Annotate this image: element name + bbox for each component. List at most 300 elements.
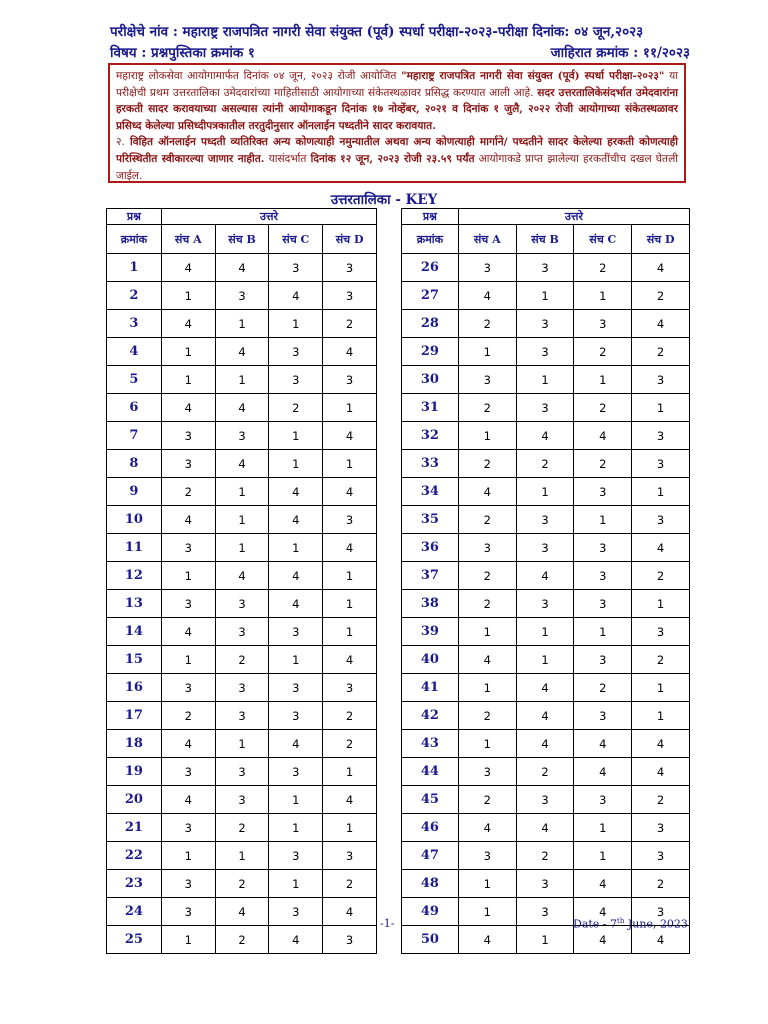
answer-set-b: 3 <box>215 422 269 450</box>
answer-set-a: 1 <box>161 842 215 870</box>
table-row <box>107 702 377 730</box>
table-row <box>107 646 377 674</box>
question-number: 36 <box>402 534 459 562</box>
answer-set-c: 3 <box>269 898 323 926</box>
answer-set-b: 3 <box>215 702 269 730</box>
answer-set-c: 3 <box>269 674 323 702</box>
question-number: 34 <box>402 478 459 506</box>
answer-set-b: 4 <box>215 338 269 366</box>
answer-set-c: 3 <box>269 254 323 282</box>
answer-set-c: 2 <box>269 394 323 422</box>
answer-set-c: 1 <box>269 870 323 898</box>
notice-box <box>108 63 686 183</box>
table-row <box>107 870 377 898</box>
answer-set-c: 4 <box>574 870 632 898</box>
date-prefix: Date - 7 <box>573 917 618 931</box>
table-row <box>402 590 690 618</box>
answer-set-a: 3 <box>458 366 516 394</box>
answer-set-c: 4 <box>574 926 632 954</box>
answer-set-a: 3 <box>458 758 516 786</box>
answer-set-b: 1 <box>516 366 574 394</box>
question-number: 22 <box>107 842 162 870</box>
answer-set-b: 1 <box>215 478 269 506</box>
answer-set-c: 1 <box>574 842 632 870</box>
answer-table-right <box>401 208 690 954</box>
answer-set-c: 4 <box>269 926 323 954</box>
answer-set-c: 3 <box>574 310 632 338</box>
answer-set-b: 1 <box>516 926 574 954</box>
col-set-d: संच D <box>632 225 690 254</box>
answer-set-a: 2 <box>161 478 215 506</box>
table-row <box>107 926 377 954</box>
answer-set-d: 1 <box>632 478 690 506</box>
table-row <box>107 506 377 534</box>
answer-set-b: 3 <box>516 394 574 422</box>
answer-set-a: 4 <box>161 506 215 534</box>
question-number: 44 <box>402 758 459 786</box>
answer-set-c: 1 <box>269 422 323 450</box>
table-row <box>107 254 377 282</box>
table-row <box>402 758 690 786</box>
answer-set-b: 4 <box>215 254 269 282</box>
table-row <box>107 786 377 814</box>
question-number: 38 <box>402 590 459 618</box>
answer-set-a: 3 <box>161 758 215 786</box>
answer-set-b: 2 <box>516 842 574 870</box>
question-number: 42 <box>402 702 459 730</box>
answer-set-c: 1 <box>269 786 323 814</box>
table-row <box>107 394 377 422</box>
table-row <box>402 646 690 674</box>
answer-set-b: 2 <box>516 450 574 478</box>
question-number: 7 <box>107 422 162 450</box>
answer-set-d: 2 <box>323 730 377 758</box>
answer-set-a: 1 <box>161 926 215 954</box>
question-number: 3 <box>107 310 162 338</box>
table-row <box>402 478 690 506</box>
answer-set-c: 2 <box>574 450 632 478</box>
answer-set-b: 1 <box>215 506 269 534</box>
question-number: 31 <box>402 394 459 422</box>
answer-set-d: 4 <box>632 730 690 758</box>
answer-set-c: 1 <box>574 282 632 310</box>
answer-set-c: 1 <box>574 506 632 534</box>
answer-set-a: 1 <box>458 898 516 926</box>
question-number: 28 <box>402 310 459 338</box>
answer-set-c: 3 <box>574 534 632 562</box>
table-row <box>402 730 690 758</box>
answer-set-c: 4 <box>574 730 632 758</box>
answer-set-c: 3 <box>574 702 632 730</box>
question-number: 43 <box>402 730 459 758</box>
table-row <box>402 870 690 898</box>
question-number: 11 <box>107 534 162 562</box>
table-row <box>107 310 377 338</box>
answer-set-a: 4 <box>161 254 215 282</box>
answer-set-d: 3 <box>632 814 690 842</box>
answer-set-a: 3 <box>161 590 215 618</box>
answer-set-b: 1 <box>516 282 574 310</box>
answer-set-d: 2 <box>323 870 377 898</box>
answer-set-b: 3 <box>215 618 269 646</box>
answer-set-b: 3 <box>516 786 574 814</box>
question-number: 5 <box>107 366 162 394</box>
answer-set-b: 4 <box>215 450 269 478</box>
notice-p2-b: यासंदर्भात <box>264 152 311 165</box>
answer-set-a: 4 <box>161 730 215 758</box>
question-number: 4 <box>107 338 162 366</box>
table-row <box>107 422 377 450</box>
answer-set-d: 1 <box>632 702 690 730</box>
table-row <box>402 814 690 842</box>
question-number: 10 <box>107 506 162 534</box>
answer-set-c: 1 <box>269 814 323 842</box>
col-question: प्रश्न <box>107 209 162 225</box>
answer-set-a: 3 <box>161 898 215 926</box>
col-set-b: संच B <box>516 225 574 254</box>
answer-set-d: 4 <box>632 254 690 282</box>
table-row <box>402 786 690 814</box>
answer-set-d: 2 <box>632 562 690 590</box>
question-number: 33 <box>402 450 459 478</box>
answer-set-c: 4 <box>574 422 632 450</box>
answer-set-a: 4 <box>161 786 215 814</box>
answer-set-d: 3 <box>323 926 377 954</box>
question-number: 13 <box>107 590 162 618</box>
answer-set-b: 4 <box>516 814 574 842</box>
answer-set-c: 4 <box>269 590 323 618</box>
answer-set-d: 3 <box>632 618 690 646</box>
notice-p2-number: २. <box>116 136 125 149</box>
answer-set-b: 2 <box>516 758 574 786</box>
answer-set-a: 3 <box>458 842 516 870</box>
answer-set-a: 1 <box>458 730 516 758</box>
notice-p1-objection: सदर उत्तरतालिकेसंदर्भात उमेदवारांना हरकती सादर करावयाच्या असल्यास त्यांनी आयोगाकडून दिनांक १७ नोव्हेंबर, २०२१ व दिनांक १ जुलै, २०२२ रोजी आयोगाच्या संकेतस्थळावर प्रसिध्द केलेल्या प्रसिध्दीपत्रकातील तरतुदीनुसार ऑनलाईन पध्दतीने सादर करावयात. <box>116 86 678 132</box>
answer-set-b: 3 <box>516 898 574 926</box>
answer-set-a: 1 <box>458 870 516 898</box>
question-number: 24 <box>107 898 162 926</box>
answer-set-c: 3 <box>574 478 632 506</box>
table-row <box>402 282 690 310</box>
answer-set-a: 1 <box>458 618 516 646</box>
answer-set-b: 2 <box>215 814 269 842</box>
question-number: 12 <box>107 562 162 590</box>
answer-set-b: 1 <box>215 730 269 758</box>
table-row <box>107 842 377 870</box>
answer-set-a: 3 <box>161 814 215 842</box>
answer-set-c: 1 <box>269 646 323 674</box>
answer-set-d: 4 <box>323 534 377 562</box>
question-number: 45 <box>402 786 459 814</box>
answer-set-d: 3 <box>632 506 690 534</box>
answer-set-b: 1 <box>215 842 269 870</box>
answer-set-a: 4 <box>458 646 516 674</box>
answer-set-c: 4 <box>269 282 323 310</box>
answer-set-a: 4 <box>458 814 516 842</box>
answer-set-a: 3 <box>161 534 215 562</box>
answer-set-d: 3 <box>323 366 377 394</box>
table-row <box>402 674 690 702</box>
answer-set-c: 4 <box>269 562 323 590</box>
answer-set-b: 3 <box>516 506 574 534</box>
answer-set-c: 1 <box>574 814 632 842</box>
answer-set-d: 3 <box>632 842 690 870</box>
question-number: 18 <box>107 730 162 758</box>
answer-set-d: 2 <box>323 702 377 730</box>
answer-set-c: 3 <box>574 590 632 618</box>
question-number: 14 <box>107 618 162 646</box>
question-number: 30 <box>402 366 459 394</box>
table-row <box>402 450 690 478</box>
answer-set-a: 1 <box>161 366 215 394</box>
answer-set-d: 4 <box>632 534 690 562</box>
answer-set-c: 3 <box>269 758 323 786</box>
question-number: 2 <box>107 282 162 310</box>
answer-set-b: 2 <box>215 870 269 898</box>
answer-set-d: 4 <box>323 338 377 366</box>
answer-set-a: 3 <box>161 450 215 478</box>
table-row <box>402 422 690 450</box>
col-set-c: संच C <box>574 225 632 254</box>
col-question: प्रश्न <box>402 209 459 225</box>
table-row <box>107 282 377 310</box>
notice-p2-rule: विहित ऑनलाईन पध्दती व्यतिरिक्त अन्य कोणत्याही नमुन्यातील अथवा अन्य कोणत्याही मार्गाने/ पध्दतीने सादर केलेल्या हरकती कोणत्याही परिस्थितीत स्वीकारल्या जाणार नाहीत. <box>116 136 678 165</box>
table-row <box>107 562 377 590</box>
answer-set-b: 4 <box>516 674 574 702</box>
question-number: 20 <box>107 786 162 814</box>
answer-set-c: 3 <box>269 618 323 646</box>
answer-set-b: 3 <box>516 590 574 618</box>
page-number: -1- <box>380 917 395 930</box>
answer-set-b: 1 <box>516 478 574 506</box>
answer-set-d: 1 <box>323 562 377 590</box>
answer-set-d: 4 <box>323 478 377 506</box>
table-row <box>107 590 377 618</box>
answer-set-d: 3 <box>632 450 690 478</box>
question-number: 26 <box>402 254 459 282</box>
question-number: 29 <box>402 338 459 366</box>
answer-set-a: 2 <box>458 562 516 590</box>
question-number: 6 <box>107 394 162 422</box>
question-number: 40 <box>402 646 459 674</box>
answer-set-d: 4 <box>323 646 377 674</box>
booklet-number: विषय : प्रश्नपुस्तिका क्रमांक १ <box>110 45 255 61</box>
answer-set-c: 2 <box>574 674 632 702</box>
answer-set-b: 3 <box>516 534 574 562</box>
answer-set-d: 3 <box>323 254 377 282</box>
answer-set-b: 2 <box>215 646 269 674</box>
answer-set-c: 3 <box>269 842 323 870</box>
answer-set-c: 1 <box>269 534 323 562</box>
answer-set-b: 3 <box>215 786 269 814</box>
answer-set-d: 3 <box>632 422 690 450</box>
answer-set-b: 1 <box>215 310 269 338</box>
answer-set-c: 3 <box>574 562 632 590</box>
answer-set-a: 4 <box>458 282 516 310</box>
advertisement-number: जाहिरात क्रमांक : ११/२०२३ <box>550 45 690 61</box>
question-number: 35 <box>402 506 459 534</box>
answer-set-d: 4 <box>632 310 690 338</box>
answer-set-d: 1 <box>632 394 690 422</box>
answer-set-d: 4 <box>323 898 377 926</box>
table-row <box>107 758 377 786</box>
question-number: 19 <box>107 758 162 786</box>
answer-set-c: 1 <box>574 366 632 394</box>
answer-set-d: 1 <box>323 450 377 478</box>
table-row <box>402 842 690 870</box>
notice-p2-deadline: दिनांक १२ जून, २०२३ रोजी २३.५९ पर्यंत <box>310 152 475 165</box>
answer-set-c: 2 <box>574 394 632 422</box>
exam-title: परीक्षेचे नांव : महाराष्ट्र राजपत्रित नागरी सेवा संयुक्त (पूर्व) स्पर्धा परीक्षा-२०२३-परीक्षा दिनांक: ०४ जून,२०२३ <box>110 24 644 40</box>
notice-p1-exam: "महाराष्ट्र राजपत्रित नागरी सेवा संयुक्त (पूर्व) स्पर्धा परीक्षा-२०२३" <box>401 70 665 82</box>
answer-set-b: 4 <box>215 394 269 422</box>
answer-set-d: 3 <box>323 282 377 310</box>
answer-set-d: 1 <box>632 590 690 618</box>
table-row <box>107 814 377 842</box>
notice-p1-a: महाराष्ट्र लोकसेवा आयोगामार्फत दिनांक ०४ जून, २०२३ रोजी आयोजित <box>116 70 402 82</box>
answer-set-d: 2 <box>323 310 377 338</box>
table-row <box>402 534 690 562</box>
table-row <box>402 702 690 730</box>
subject-line <box>110 43 690 61</box>
table-row <box>402 254 690 282</box>
table-row <box>402 338 690 366</box>
answer-set-d: 2 <box>632 338 690 366</box>
answer-set-a: 1 <box>161 338 215 366</box>
answer-set-c: 2 <box>574 338 632 366</box>
col-set-a: संच A <box>161 225 215 254</box>
answer-set-d: 3 <box>323 842 377 870</box>
answer-set-a: 2 <box>458 310 516 338</box>
question-number: 15 <box>107 646 162 674</box>
answer-set-c: 3 <box>269 338 323 366</box>
answer-set-a: 3 <box>458 254 516 282</box>
date-month-year: June, 2023 <box>624 917 688 931</box>
answer-set-d: 4 <box>632 758 690 786</box>
answer-set-b: 4 <box>516 562 574 590</box>
table-row <box>402 310 690 338</box>
table-row <box>402 562 690 590</box>
answer-set-d: 3 <box>632 366 690 394</box>
notice-p1-c: या परीक्षेची प्रथम उत्तरतालिका उमेदवारांच्या माहितीसाठी आयोगाच्या संकेतस्थळावर प्रसिद्ध करण्यात आली आहे. <box>116 70 678 99</box>
answer-set-d: 4 <box>323 786 377 814</box>
question-number: 48 <box>402 870 459 898</box>
answer-set-a: 4 <box>458 478 516 506</box>
table-row <box>107 534 377 562</box>
answer-set-b: 3 <box>516 338 574 366</box>
answer-set-b: 4 <box>516 730 574 758</box>
col-number: क्रमांक <box>107 225 162 254</box>
answer-set-c: 1 <box>269 310 323 338</box>
question-number: 1 <box>107 254 162 282</box>
publish-date <box>573 917 688 931</box>
table-row <box>402 394 690 422</box>
answer-set-a: 3 <box>458 534 516 562</box>
question-number: 23 <box>107 870 162 898</box>
answer-set-b: 4 <box>215 562 269 590</box>
answer-set-b: 1 <box>516 618 574 646</box>
answer-set-b: 3 <box>215 590 269 618</box>
answer-set-a: 3 <box>161 422 215 450</box>
question-number: 49 <box>402 898 459 926</box>
answer-set-c: 3 <box>574 646 632 674</box>
question-number: 25 <box>107 926 162 954</box>
col-set-c: संच C <box>269 225 323 254</box>
answer-set-c: 3 <box>269 702 323 730</box>
answer-set-b: 4 <box>215 898 269 926</box>
answer-set-d: 1 <box>632 674 690 702</box>
table-row <box>107 674 377 702</box>
answer-set-a: 3 <box>161 870 215 898</box>
answer-set-a: 4 <box>161 394 215 422</box>
answer-set-d: 4 <box>632 926 690 954</box>
table-row <box>402 618 690 646</box>
answer-set-c: 3 <box>574 786 632 814</box>
answer-set-d: 2 <box>632 646 690 674</box>
col-answers: उत्तरे <box>458 209 689 225</box>
question-number: 9 <box>107 478 162 506</box>
answer-set-d: 2 <box>632 786 690 814</box>
answer-set-b: 2 <box>215 926 269 954</box>
answer-set-d: 4 <box>323 422 377 450</box>
answer-set-c: 4 <box>269 478 323 506</box>
answer-set-b: 1 <box>516 646 574 674</box>
answer-set-c: 4 <box>574 758 632 786</box>
answer-set-b: 3 <box>516 870 574 898</box>
answer-set-a: 2 <box>458 450 516 478</box>
table-row <box>107 338 377 366</box>
answer-set-b: 4 <box>516 422 574 450</box>
answer-set-b: 3 <box>215 674 269 702</box>
table-row <box>107 898 377 926</box>
table-row <box>402 506 690 534</box>
answer-set-d: 1 <box>323 758 377 786</box>
answer-set-a: 4 <box>458 926 516 954</box>
question-number: 37 <box>402 562 459 590</box>
answer-set-a: 4 <box>161 310 215 338</box>
answer-set-d: 3 <box>323 506 377 534</box>
question-number: 16 <box>107 674 162 702</box>
answer-set-b: 1 <box>215 366 269 394</box>
answer-set-a: 2 <box>458 702 516 730</box>
col-set-a: संच A <box>458 225 516 254</box>
question-number: 32 <box>402 422 459 450</box>
answer-set-a: 1 <box>458 674 516 702</box>
date-suffix-ordinal: th <box>617 917 625 925</box>
question-number: 21 <box>107 814 162 842</box>
table-row <box>107 478 377 506</box>
answer-set-a: 2 <box>458 394 516 422</box>
answer-set-d: 2 <box>632 870 690 898</box>
question-number: 50 <box>402 926 459 954</box>
question-number: 41 <box>402 674 459 702</box>
answer-set-d: 1 <box>323 394 377 422</box>
answer-set-b: 3 <box>516 310 574 338</box>
table-row <box>107 450 377 478</box>
answer-set-d: 3 <box>632 898 690 926</box>
question-number: 8 <box>107 450 162 478</box>
answer-set-a: 1 <box>458 422 516 450</box>
answer-set-c: 1 <box>574 618 632 646</box>
table-row <box>107 730 377 758</box>
col-number: क्रमांक <box>402 225 459 254</box>
answer-set-a: 1 <box>161 646 215 674</box>
answer-set-a: 1 <box>458 338 516 366</box>
question-number: 17 <box>107 702 162 730</box>
answer-set-a: 4 <box>161 618 215 646</box>
answer-set-b: 3 <box>516 254 574 282</box>
key-title: उत्तरतालिका - KEY <box>330 192 438 208</box>
